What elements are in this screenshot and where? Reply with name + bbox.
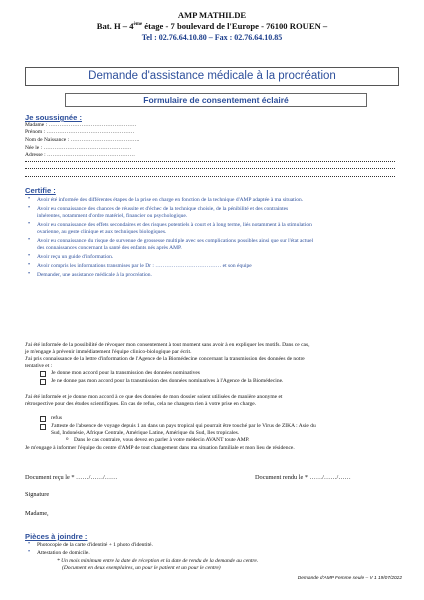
bullet-icon: •	[28, 221, 31, 227]
note-delay: * Un mois minimum entre la date de réception et la date de rendu de la demande au centre.	[57, 558, 259, 564]
bullet-icon: •	[28, 253, 31, 259]
dotted-line	[25, 176, 395, 177]
soussigne-heading: Je soussignée :	[25, 113, 82, 122]
certifie-item-line: Avoir reçu un guide d'information.	[37, 254, 114, 260]
certifie-item-line: Avoir eu connaissance des chances de réussite et d'échec de la technique choisie, de la pénibilité et des contraintes	[37, 206, 289, 212]
bullet-icon: •	[28, 262, 31, 268]
certifie-heading: Certifie :	[25, 186, 56, 195]
certifie-item-line: inhérentes, notamment d'ordre matériel, financier ou psychologique.	[37, 213, 188, 219]
zika-text-1: J'atteste de l'absence de voyage depuis 1 an dans un pays tropical qui pourrait être touché par le Virus de ZIKA : Asie du	[51, 423, 316, 429]
org-name: AMP MATHILDE	[177, 10, 247, 20]
org-address: Bat. H – 4ème étage - 7 boulevard de l'Europe - 76100 ROUEN –	[96, 21, 328, 31]
document-title: Demande d'assistance médicale à la procréation	[25, 67, 399, 86]
refus-checkbox[interactable]	[40, 416, 46, 422]
certifie-item-line: Avoir été informée des différentes étapes de la prise en charge en fonction de la technique d'AMP adaptée à ma situation.	[37, 197, 304, 203]
certifie-item-line: ovarienne, au geste clinique et aux techniques biologiques.	[37, 229, 167, 235]
pieces-heading: Pièces à joindre :	[25, 532, 88, 541]
data-info-line: rétrospective pour des études scientifiques. En cas de refus, cela ne changera rien à votre prise en charge.	[25, 401, 257, 407]
certifie-item-line: Avoir eu connaissance des effets secondaires et des risques potentiels à court et à long terme, liés notamment à la stimulation	[37, 222, 312, 228]
madame-label: Madame,	[25, 510, 49, 517]
identity-field-0[interactable]: Madame : …………………………………………	[25, 122, 137, 128]
piece-item-1: Photocopie de la carte d'identité + 1 photo d'identité.	[37, 542, 153, 548]
dotted-line	[25, 168, 395, 169]
zika-text-2: Sud, Indonésie, Afrique Centrale, Amérique Latine, Amérique du Sud, Iles tropicales.	[51, 430, 240, 436]
certifie-item-line: Avoir eu connaissance du risque de survenue de grossesse multiple avec ses complications possibles ainsi que sur l'état actuel	[37, 238, 314, 244]
bullet-icon: •	[28, 549, 31, 555]
identity-field-3[interactable]: Née le : …………………………………………	[25, 145, 132, 151]
revoke-line: J'ai pris connaissance de la lettre d'information de l'Agence de la Biomédecine concernant la transmission des données de notre	[25, 356, 305, 362]
bullet-icon: •	[28, 205, 31, 211]
contrary-note: Dans le cas contraire, vous devez en parler à votre médecin AVANT toute AMP.	[74, 437, 250, 443]
circle-bullet-icon: o	[66, 437, 69, 442]
bullet-icon: •	[28, 271, 31, 277]
note-copies: (Document en deux exemplaires, un pour le patient et un pour le centre)	[62, 565, 221, 571]
consent-refus-label: Je ne donne pas mon accord pour la transmission des données nominatives à l'Agence de la Biomédecine.	[51, 378, 284, 384]
document-subtitle: Formulaire de consentement éclairé	[65, 93, 367, 107]
footer-version: Demande d'AMP Femme seule – V 1 19/07/2022	[297, 576, 402, 581]
identity-field-1[interactable]: Prénom : …………………………………………	[25, 129, 135, 135]
bullet-icon: •	[28, 196, 31, 202]
zika-checkbox[interactable]	[40, 424, 46, 430]
identity-field-2[interactable]: Nom de Naissance : ………………………………..	[25, 137, 140, 143]
identity-field-4[interactable]: Adresse : …………………………………………	[25, 152, 135, 158]
document-rendu: Document rendu le * ……/……/……	[255, 474, 351, 481]
bullet-icon: •	[28, 541, 31, 547]
consent-checkbox-refus[interactable]	[40, 379, 46, 385]
org-phones: Tel : 02.76.64.10.80 – Fax : 02.76.64.10.85	[141, 33, 283, 42]
piece-item-2: Attestation de domicile.	[37, 550, 90, 556]
certifie-item-line: des connaissances concernant la santé des enfants nés après AMP.	[37, 245, 182, 251]
certifie-item-line: Avoir compris les informations transmises par le Dr : ……………………………… et son équipe	[37, 263, 252, 269]
signature-label: Signature	[25, 491, 50, 498]
refus-label: refus	[51, 415, 62, 421]
revoke-line: je m'engage à prévenir immédiatement l'équipe clinico-biologique par écrit.	[25, 349, 192, 355]
revoke-line: J'ai été informée de la possibilité de révoquer mon consentement à tout moment sans avoir à en expliquer les motifs. Dans ce cas,	[25, 342, 310, 348]
document-recu: Document reçu le * ……/……/……	[25, 474, 118, 481]
data-info-line: J'ai été informée et je donne mon accord à ce que des données de mon dossier soient utilisées de manière anonyme et	[25, 394, 283, 400]
engage-text: Je m'engage à informer l'équipe du centre d'AMP de tout changement dans ma situation familiale et mon lieu de résidence.	[25, 445, 295, 451]
bullet-icon: •	[28, 237, 31, 243]
consent-checkbox-accord[interactable]	[40, 371, 46, 377]
certifie-item-line: Demander, une assistance médicale à la procréation.	[37, 272, 152, 278]
consent-accord-label: Je donne mon accord pour la transmission des données nominatives	[51, 370, 200, 376]
revoke-line: tentative et :	[25, 363, 53, 369]
dotted-line	[25, 161, 395, 162]
